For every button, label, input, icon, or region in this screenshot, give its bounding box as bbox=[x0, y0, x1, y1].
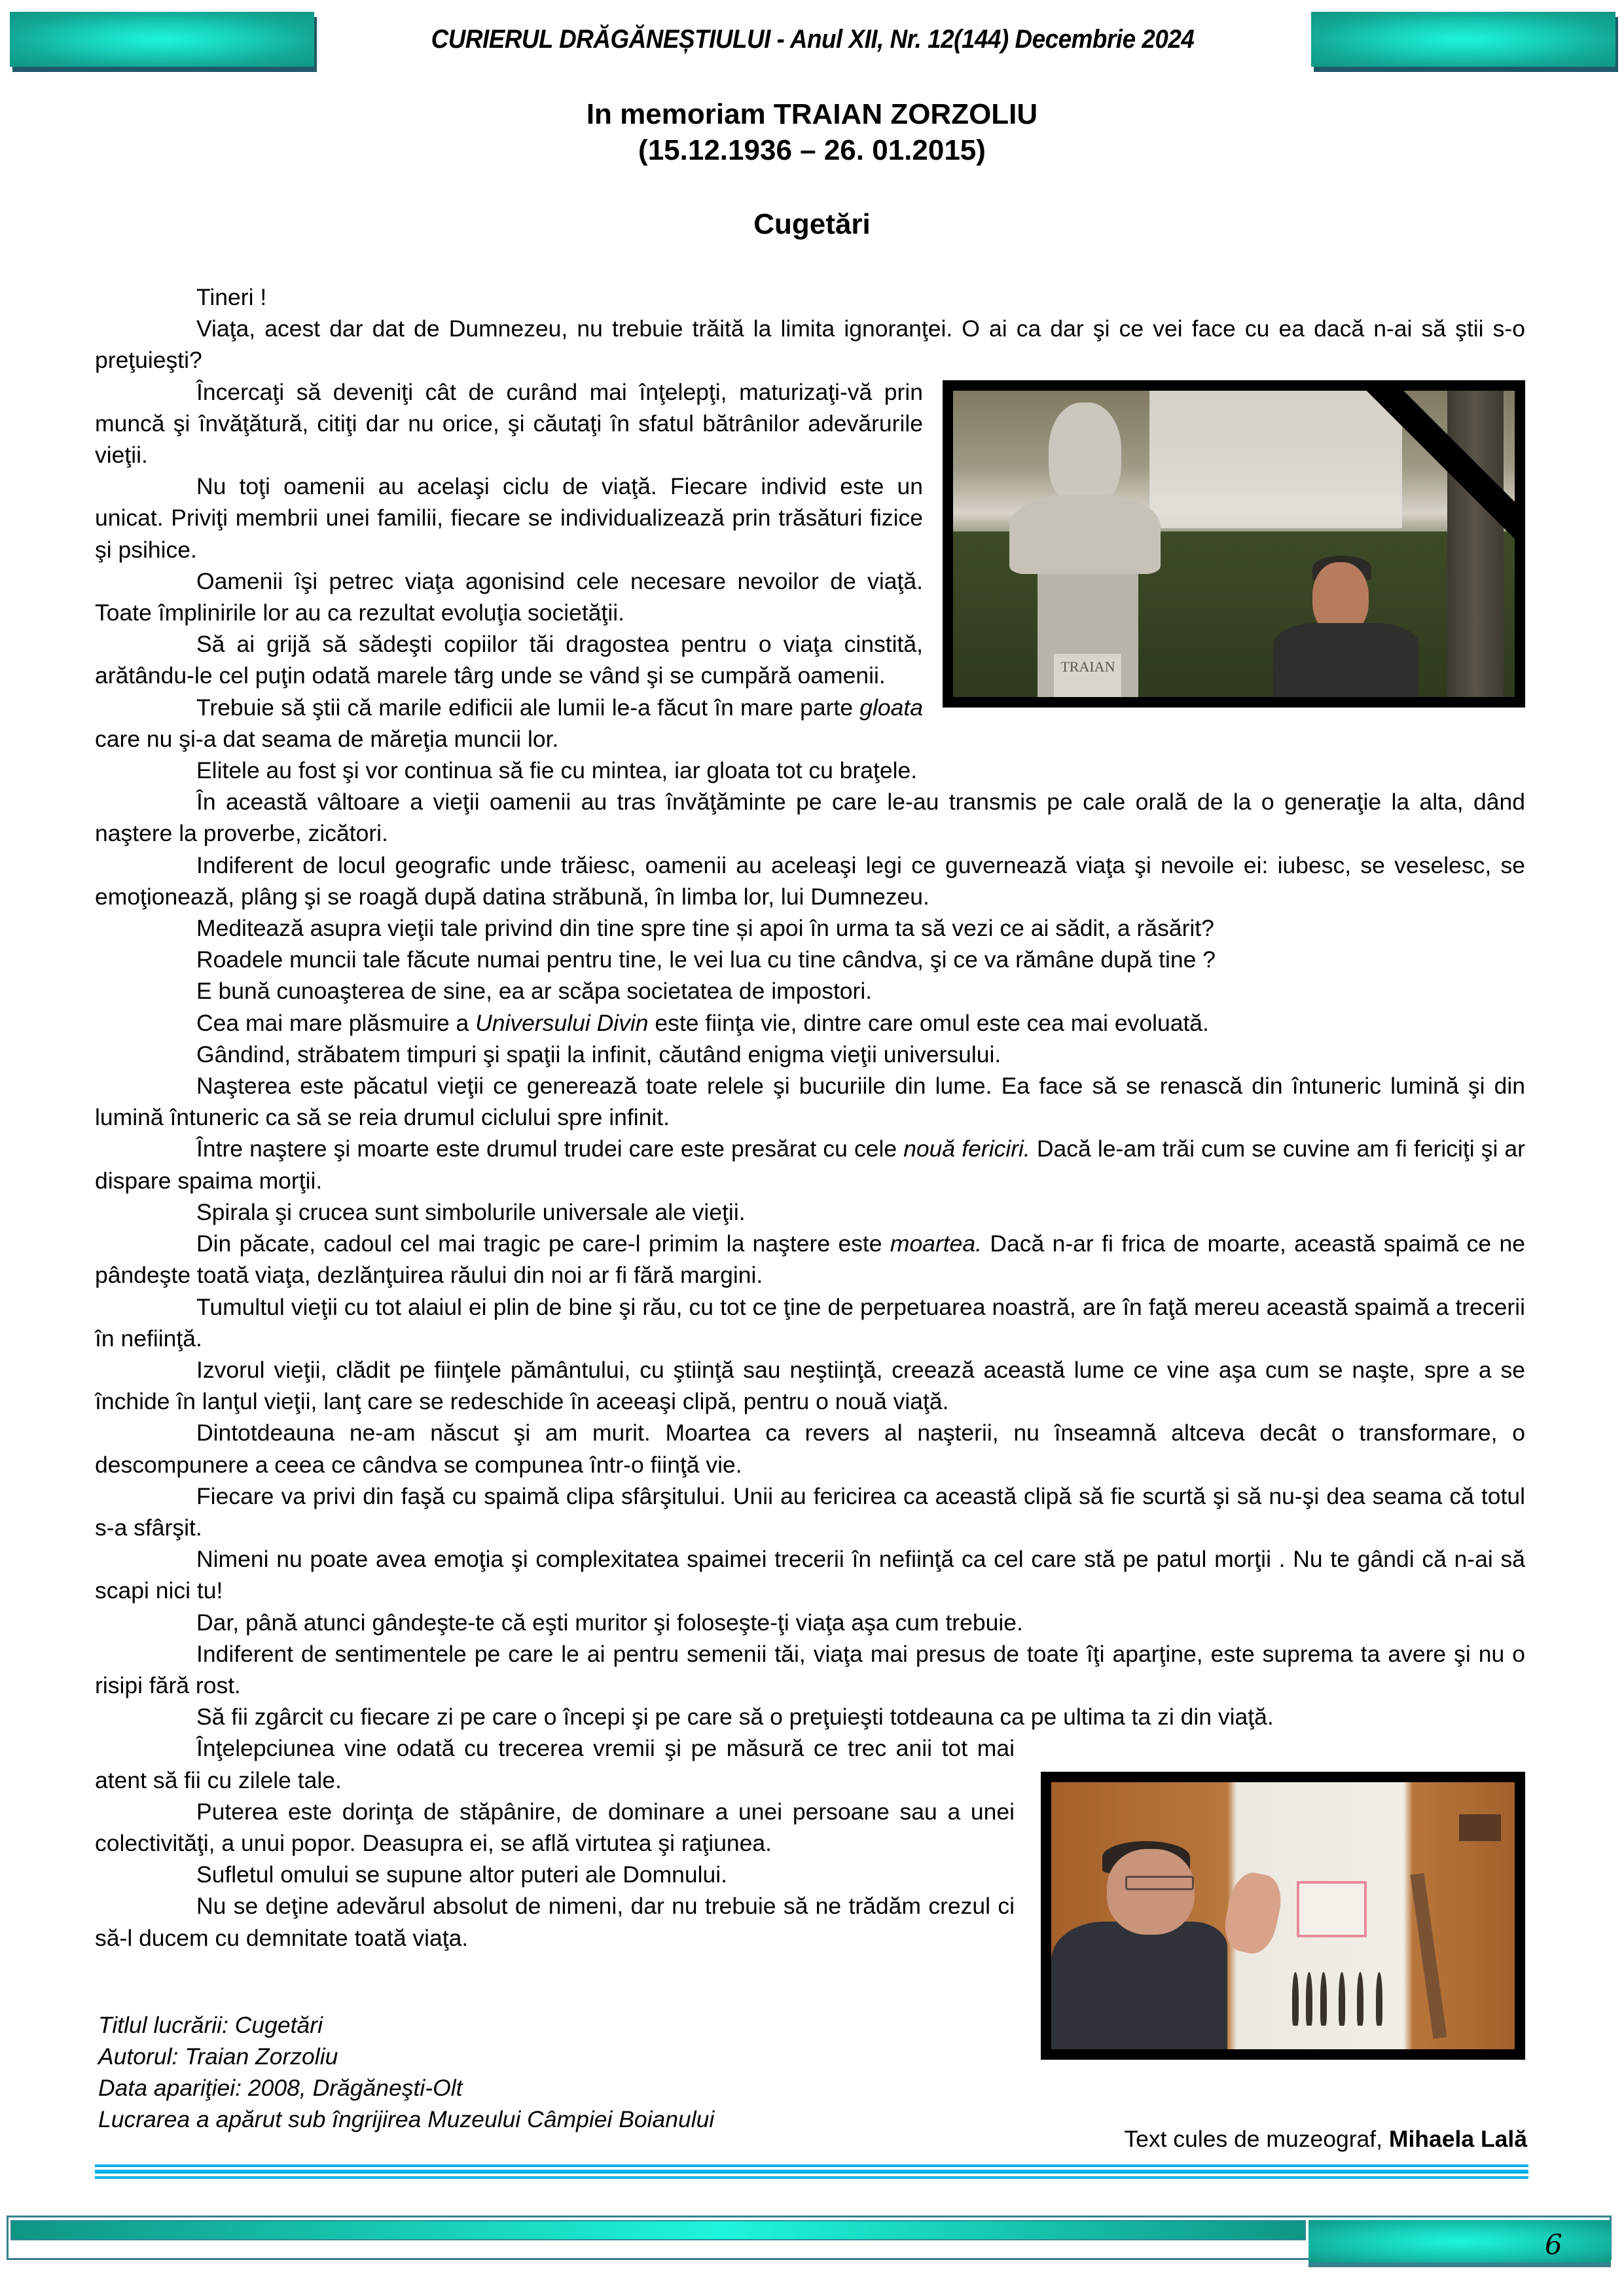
man-head bbox=[1107, 1849, 1195, 1935]
paragraph: Încercaţi să deveniţi cât de curând mai înţelepţi, maturizaţi-vă prin muncă şi învăţătură, citiţi dar nu orice, şi căutaţi în sfatul bătrânilor adevărurile vieţii. bbox=[95, 378, 923, 469]
collector-name: Mihaela Lală bbox=[1388, 2126, 1527, 2152]
paragraph: Spirala şi crucea sunt simbolurile universale ale vieţii. bbox=[196, 1198, 746, 1225]
paragraph: Nu toţi oamenii au acelaşi ciclu de viaţă. Fiecare individ este un unicat. Priviţi membrii unei familii, fiecare se individualizează prin trăsături fizice şi psihice. bbox=[95, 473, 923, 563]
paragraph: Trebuie să ştii că marile edificii ale lumii le-a făcut în mare parte gloata care nu şi-a dat seama de măreţia muncii lor. bbox=[95, 694, 923, 752]
paragraph: Nu se deţine adevărul absolut de nimeni, dar nu trebuie să ne trădăm crezul ci să-l ducem cu demnitate toată viaţa. bbox=[95, 1893, 1015, 1951]
bust-plaque: TRAIAN bbox=[1054, 654, 1121, 697]
paragraph: Sufletul omului se supune altor puteri ale Domnului. bbox=[196, 1861, 728, 1888]
paragraph: Fiecare va privi din faşă cu spaimă clipa sfârşitului. Unii au fericirea ca această clipă să fie scurtă şi să nu-şi dea seama că totul s-a sfârşit. bbox=[95, 1482, 1525, 1541]
emphasis: Universului Divin bbox=[475, 1009, 649, 1036]
header-decor-left bbox=[10, 12, 314, 67]
man-body bbox=[1051, 1922, 1227, 2050]
bust-head bbox=[1049, 403, 1122, 507]
work-credits bbox=[98, 2009, 714, 2135]
header-decor-right bbox=[1311, 12, 1615, 67]
paragraph: Tineri ! bbox=[196, 284, 267, 310]
paragraph: Naşterea este păcatul vieţii ce generează toate relele şi bucuriile din lume. Ea face să se renască din întuneric lumină şi din lumină întuneric ca să se reia drumul ciclului spre infinit. bbox=[95, 1073, 1525, 1131]
paragraph: Să ai grijă să sădeşti copiilor tăi dragostea pentru o viaţa cinstită, arătându-le cel puţin odată marele târg unde se vând şi se cumpără oamenii. bbox=[95, 631, 923, 689]
paragraph: Gândind, străbatem timpuri şi spaţii la infinit, căutând enigma vieţii universului. bbox=[196, 1041, 1001, 1067]
memoriam-title: In memoriam TRAIAN ZORZOLIU bbox=[586, 98, 1038, 130]
paragraph: În această vâltoare a vieţii oamenii au tras învăţăminte pe care le-au transmis pe cale orală de la o generaţie la alta, dând naştere la proverbe, zicători. bbox=[95, 789, 1525, 847]
sky bbox=[1149, 391, 1402, 529]
man-body bbox=[1273, 623, 1419, 696]
paragraph: Izvorul vieţii, clădit pe fiinţele pământului, cu ştiinţă sau neştiinţă, creează această lume ce vine aşa cum se naşte, spre a se închide în lanţul vieţii, lanţ care se redeschide în aceeaşi clipă, pentru o nouă viaţă. bbox=[95, 1356, 1525, 1415]
paragraph: Roadele muncii tale făcute numai pentru tine, le vei lua cu tine cândva, şi ce va rămâne după tine ? bbox=[196, 946, 1216, 973]
paragraph: Să fii zgârcit cu fiecare zi pe care o începi şi pe care să o preţuieşti totdeauna ca pe ultima ta zi din viaţă. bbox=[196, 1704, 1274, 1731]
paragraph: Elitele au fost şi vor continua să fie cu mintea, iar gloata tot cu braţele. bbox=[196, 757, 918, 784]
emphasis: nouă fericiri. bbox=[903, 1136, 1030, 1162]
paragraph: Meditează asupra vieţii tale privind din tine spre tine și apoi în urma ta să vezi ce ai sădit, a răsărit? bbox=[196, 915, 1214, 942]
footer-page-box bbox=[1308, 2220, 1611, 2267]
credit-date: Data apariţiei: 2008, Drăgăneşti-Olt bbox=[98, 2075, 463, 2101]
spear-head bbox=[1376, 1972, 1382, 2026]
paragraph: Oamenii îşi petrec viaţa agonisind cele necesare nevoilor de viaţă. Toate împlinirile lor au ca rezultat evoluţia societăţii. bbox=[95, 567, 923, 626]
paragraph: Dintotdeauna ne-am născut şi am murit. Moartea ca revers al naşterii, nu înseamnă altceva decât o transformare, o descompunere a ceea ce cândva se compunea într-o fiinţă vie. bbox=[95, 1420, 1525, 1478]
glasses bbox=[1125, 1876, 1194, 1890]
axe-handle bbox=[1411, 1873, 1447, 2039]
paragraph: E bună cunoaşterea de sine, ea ar scăpa societatea de impostori. bbox=[196, 978, 873, 1005]
footer-bar bbox=[10, 2220, 1306, 2240]
paragraph: Indiferent de sentimentele pe care le ai pentru semenii tăi, viaţa mai presus de toate îţi aparţine, este suprema ta avere şi nu o risipi fără rost. bbox=[95, 1640, 1525, 1698]
spear-head bbox=[1320, 1972, 1327, 2026]
spear-head bbox=[1357, 1972, 1363, 2026]
paragraph: Între naştere şi moarte este drumul trudei care este presărat cu cele nouă fericiri. Dacă le-am trăi cum se cuvine am fi fericiţi şi ar dispare spaima morţii. bbox=[95, 1136, 1525, 1194]
paragraph: Cea mai mare plăsmuire a Universului Divin este fiinţa vie, dintre care omul este cea mai evoluată. bbox=[196, 1009, 1209, 1036]
bust-body bbox=[1009, 495, 1161, 575]
paragraph: Nimeni nu poate avea emoţia şi complexitatea spaimei trecerii în nefiinţă ca cel care stă pe patul morţii . Nu te gândi că n-ai să scapi nici tu! bbox=[95, 1546, 1525, 1604]
museum-exhibit-photo bbox=[1041, 1772, 1525, 2060]
spear-head bbox=[1292, 1972, 1299, 2026]
credit-museum: Lucrarea a apărut sub îngrijirea Muzeului Câmpiei Boianului bbox=[98, 2106, 715, 2132]
spear-head bbox=[1339, 1972, 1345, 2026]
publication-header: CURIERUL DRĂGĂNEȘTIULUI - Anul XII, Nr. 12(144) Decembrie 2024 bbox=[431, 25, 1195, 54]
section-title: Cugetări bbox=[753, 208, 871, 240]
emphasis: gloata bbox=[859, 694, 923, 721]
exhibit-label bbox=[1297, 1881, 1367, 1937]
paragraph: Viaţa, acest dar dat de Dumnezeu, nu trebuie trăită la limita ignoranţei. O ai ca dar şi ce vei face cu ea dacă n-ai să ştii s-o preţuieşti? bbox=[95, 315, 1525, 374]
paragraph: Dar, până atunci gândeşte-te că eşti muritor şi foloseşte-ţi viaţa aşa cum trebuie. bbox=[196, 1609, 1023, 1636]
page-number: 6 bbox=[1545, 2229, 1562, 2261]
life-dates: (15.12.1936 – 26. 01.2015) bbox=[638, 134, 986, 166]
article-body bbox=[95, 281, 1525, 2060]
paragraph: Puterea este dorinţa de stăpânire, de dominare a unei persoane sau a unei colectivităţi, a unui popor. Deasupra ei, se află virtutea şi raţiunea. bbox=[95, 1798, 1015, 1856]
credit-author: Autorul: Traian Zorzoliu bbox=[98, 2043, 338, 2070]
wooden-pillar bbox=[1447, 391, 1504, 697]
credit-title: Titlul lucrării: Cugetări bbox=[98, 2012, 323, 2038]
paragraph: Din păcate, cadoul cel mai tragic pe care-l primim la naştere este moartea. Dacă n-ar fi frica de moarte, această spaimă ce ne pândeşte toată viaţa, dezlănţuirea răului din noi ar fi fără margini. bbox=[95, 1230, 1525, 1289]
hand bbox=[1219, 1869, 1286, 1958]
collector-line: Text cules de muzeograf, Mihaela Lală bbox=[1124, 2126, 1527, 2152]
paragraph: Înţelepciunea vine odată cu trecerea vremii şi pe măsură ce trec anii tot mai atent să fii cu zilele tale. bbox=[95, 1735, 1015, 1793]
axe bbox=[1459, 1814, 1501, 1841]
spear-head bbox=[1306, 1972, 1312, 2026]
paragraph: Indiferent de locul geografic unde trăiesc, oamenii au aceleaşi legi ce guvernează viaţa şi nevoile ei: iubesc, se veselesc, se emoţionează, plâng şi se roagă după datina străbună, în limba lor, lui Dumnezeu. bbox=[95, 852, 1525, 910]
emphasis: moartea. bbox=[890, 1230, 982, 1257]
paragraph: Tumultul vieţii cu tot alaiul ei plin de bine şi rău, cu tot ce ţine de perpetuarea noastră, are în faţă mereu această spaimă a trecerii în nefiinţă. bbox=[95, 1293, 1525, 1352]
bust-portrait-photo bbox=[943, 380, 1525, 708]
